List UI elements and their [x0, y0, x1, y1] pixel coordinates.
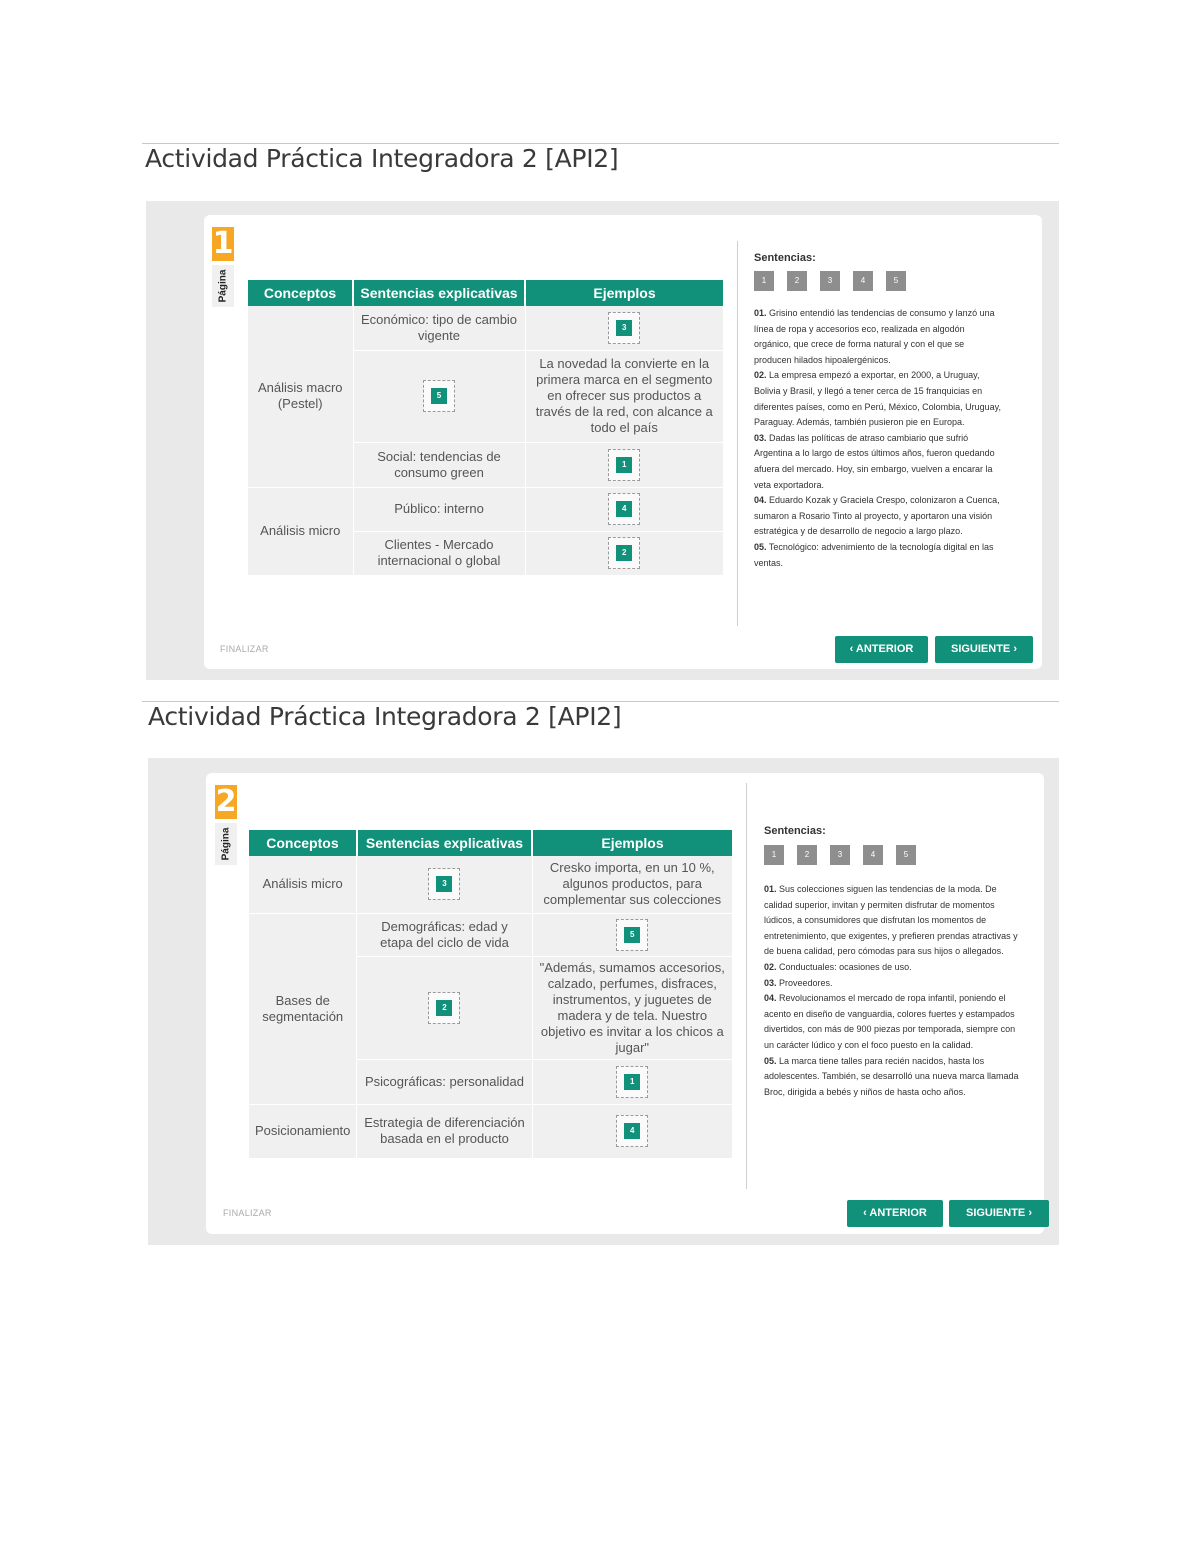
list-item: 04. Revolucionamos el mercado de ropa infantil, poniendo el acento en diseño de vanguardia, colores fuertes y estampados divertidos, con más de 900 piezas por temporada, siempre con un carácter lúdico y con el foco puesto en la calidad. [764, 993, 1016, 1050]
list-item: 01. Grisino entendió las tendencias de consumo y lanzó una línea de ropa y accesorios eco, realizada en algodón orgánico, que crece de forma natural y con el que se producen hilados hipoalergénicos. [754, 308, 995, 365]
table-header-row [249, 830, 732, 856]
activity-screenshot-2 [148, 758, 1059, 1245]
answer-chip[interactable]: 1 [616, 457, 632, 473]
panel-divider [737, 241, 738, 626]
sentence-chips [754, 271, 906, 291]
sentences-title: Sentencias: [754, 252, 816, 264]
concept-cell: Bases de segmentación [249, 913, 357, 1104]
sentence-chips [764, 845, 916, 865]
activity-title: Actividad Práctica Integradora 2 [API2] [145, 144, 619, 173]
list-item: 05. La marca tiene talles para recién nacidos, hasta los adolescentes. También, se desarrolló una nueva marca llamada Broc, dirigida a bebés y niños de hasta ocho años. [764, 1055, 1019, 1097]
activity-card [204, 215, 1042, 669]
sentence-chip[interactable]: 5 [896, 845, 916, 865]
answer-chip[interactable]: 1 [624, 1074, 640, 1090]
drop-zone[interactable] [423, 380, 455, 412]
table-row [248, 306, 723, 350]
list-item: 02. Conductuales: ocasiones de uso. [764, 961, 912, 972]
drop-zone[interactable] [428, 868, 460, 900]
previous-button[interactable]: ‹ ANTERIOR [835, 636, 928, 663]
sentence-chip[interactable]: 3 [820, 271, 840, 291]
example-cell: Cresko importa, en un 10 %, algunos productos, para complementar sus colecciones [532, 856, 732, 913]
sentence-cell: Social: tendencias de consumo green [353, 442, 525, 487]
finalizar-link[interactable]: FINALIZAR [220, 644, 269, 654]
sentence-chip[interactable]: 1 [764, 845, 784, 865]
answer-chip[interactable]: 5 [431, 388, 447, 404]
example-cell [525, 306, 723, 350]
sentence-chip[interactable]: 3 [830, 845, 850, 865]
drop-zone[interactable] [608, 449, 640, 481]
table-row [249, 1104, 732, 1158]
answer-chip[interactable]: 5 [624, 927, 640, 943]
table-header-row [248, 280, 723, 306]
sentence-cell: Psicográficas: personalidad [357, 1059, 532, 1104]
example-cell [525, 531, 723, 575]
concept-cell: Posicionamiento [249, 1104, 357, 1158]
sentence-chip[interactable]: 4 [863, 845, 883, 865]
activity-title: Actividad Práctica Integradora 2 [API2] [148, 702, 622, 731]
sentence-chip[interactable]: 2 [787, 271, 807, 291]
concept-cell: Análisis micro [248, 487, 353, 575]
concepts-table [248, 280, 723, 576]
example-cell [525, 487, 723, 531]
example-cell [532, 913, 732, 956]
answer-chip[interactable]: 2 [616, 545, 632, 561]
sentences-list [754, 306, 1004, 571]
sentence-cell: Clientes - Mercado internacional o global [353, 531, 525, 575]
activity-screenshot-1 [146, 201, 1059, 680]
concept-cell: Análisis macro (Pestel) [248, 306, 353, 487]
page-number-badge: 2 [215, 784, 237, 819]
sentence-cell: Económico: tipo de cambio vigente [353, 306, 525, 350]
answer-chip[interactable]: 3 [436, 876, 452, 892]
concepts-table [249, 830, 732, 1159]
list-item: 04. Eduardo Kozak y Graciela Crespo, colonizaron a Cuenca, sumaron a Rosario Tinto al proyecto, y aportaron una visión estratégica y de desarrollo de negocio a largo plazo. [754, 495, 1000, 537]
answer-chip[interactable]: 2 [436, 1000, 452, 1016]
finalizar-link[interactable]: FINALIZAR [223, 1208, 272, 1218]
header-conceptos: Conceptos [248, 280, 353, 306]
sentence-cell [357, 856, 532, 913]
header-ejemplos: Ejemplos [525, 280, 723, 306]
answer-chip[interactable]: 4 [624, 1123, 640, 1139]
sentence-chip[interactable]: 2 [797, 845, 817, 865]
page-number-badge: 1 [212, 226, 234, 261]
answer-chip[interactable]: 3 [616, 320, 632, 336]
header-sentencias: Sentencias explicativas [357, 830, 532, 856]
example-cell [532, 1104, 732, 1158]
page-label: Página [212, 265, 234, 307]
drop-zone[interactable] [608, 537, 640, 569]
drop-zone[interactable] [428, 992, 460, 1024]
table-row [249, 913, 732, 956]
header-sentencias: Sentencias explicativas [353, 280, 525, 306]
header-conceptos: Conceptos [249, 830, 357, 856]
sentence-chip[interactable]: 1 [754, 271, 774, 291]
sentence-cell [353, 350, 525, 442]
example-cell: La novedad la convierte en la primera marca en el segmento en ofrecer sus productos a través de la red, con alcance a todo el país [525, 350, 723, 442]
example-cell [525, 442, 723, 487]
drop-zone[interactable] [608, 493, 640, 525]
example-cell [532, 1059, 732, 1104]
sentences-title: Sentencias: [764, 825, 826, 837]
page-label: Página [215, 823, 237, 865]
sentence-chip[interactable]: 4 [853, 271, 873, 291]
answer-chip[interactable]: 4 [616, 501, 632, 517]
list-item: 03. Proveedores. [764, 977, 833, 988]
activity-card [206, 773, 1044, 1234]
drop-zone[interactable] [608, 312, 640, 344]
example-cell: "Además, sumamos accesorios, calzado, perfumes, disfraces, instrumentos, y juguetes de madera y de tela. Nuestro objetivo es invitar a los chicos a jugar" [532, 956, 732, 1059]
sentence-cell: Público: interno [353, 487, 525, 531]
table-row [249, 856, 732, 913]
drop-zone[interactable] [616, 1066, 648, 1098]
header-ejemplos: Ejemplos [532, 830, 732, 856]
next-button[interactable]: SIGUIENTE › [935, 636, 1033, 663]
sentence-chip[interactable]: 5 [886, 271, 906, 291]
sentence-cell: Estrategia de diferenciación basada en el producto [357, 1104, 532, 1158]
table-row [248, 487, 723, 531]
list-item: 01. Sus colecciones siguen las tendencias de la moda. De calidad superior, invitan y permiten disfrutar de momentos lúdicos, a consumidores que disfrutan los momentos de entretenimiento, que exigentes, y prefieren prendas atractivas y de buena calidad, pero cómodas para sus hijos o allegados. [764, 884, 1018, 957]
sentences-list [764, 882, 1022, 1100]
concept-cell: Análisis micro [249, 856, 357, 913]
drop-zone[interactable] [616, 919, 648, 951]
list-item: 05. Tecnológico: advenimiento de la tecnología digital en las ventas. [754, 541, 994, 568]
list-item: 03. Dadas las políticas de atraso cambiario que sufrió Argentina a lo largo de estos últimos años, fueron quedando afuera del mercado. Hoy, sin embargo, vuelven a encarar la veta exportadora. [754, 432, 995, 490]
drop-zone[interactable] [616, 1115, 648, 1147]
next-button[interactable]: SIGUIENTE › [949, 1200, 1049, 1227]
list-item: 02. La empresa empezó a exportar, en 2000, a Uruguay, Bolivia y Brasil, y llegó a tener cerca de 15 franquicias en diferentes países, como en Perú, México, Colombia, Uruguay, Paraguay. Además, también pusieron pie en Europa. [754, 370, 1001, 428]
sentence-cell: Demográficas: edad y etapa del ciclo de vida [357, 913, 532, 956]
panel-divider [746, 783, 747, 1189]
previous-button[interactable]: ‹ ANTERIOR [847, 1200, 943, 1227]
sentence-cell [357, 956, 532, 1059]
